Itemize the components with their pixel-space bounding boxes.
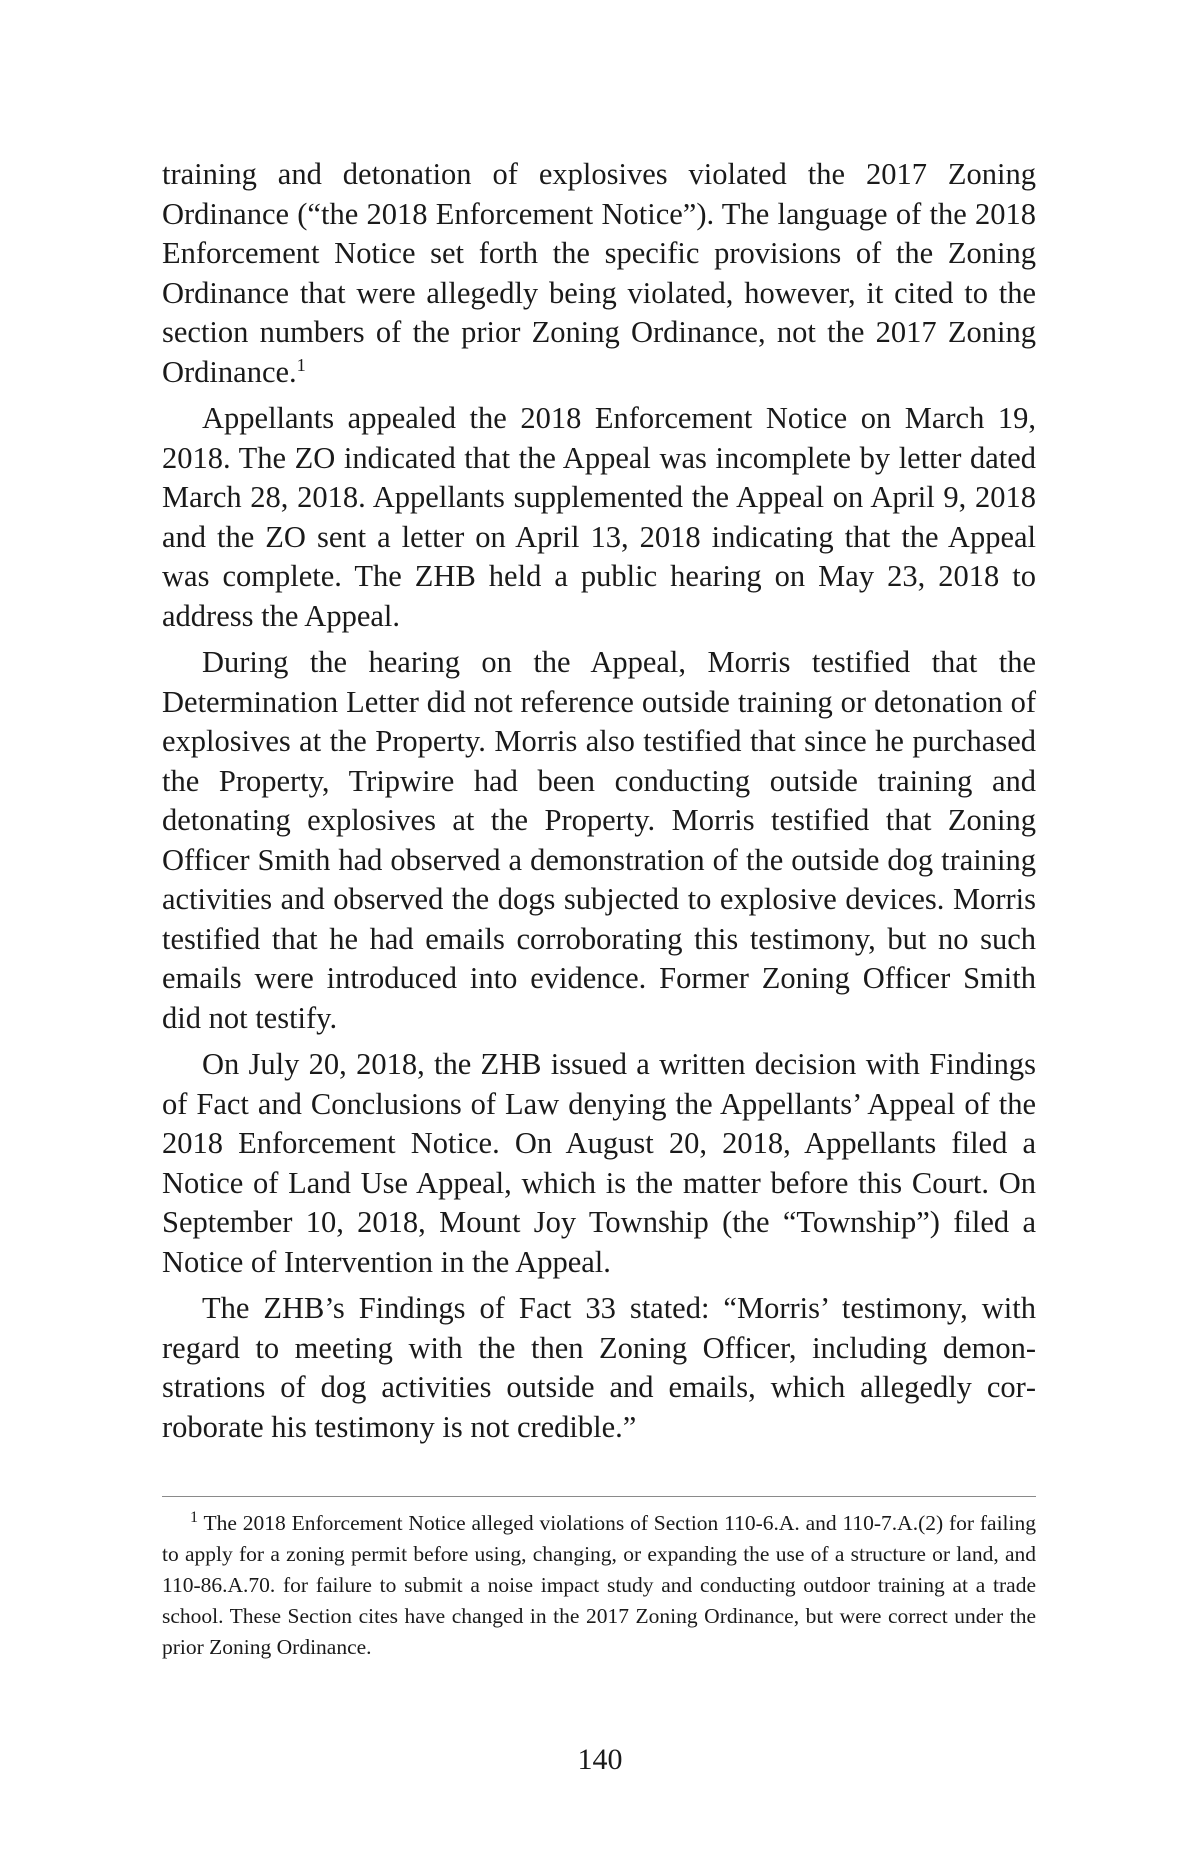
- footnote-divider: [162, 1496, 1036, 1497]
- paragraph-text: Appellants appealed the 2018 Enforcement Notice on March 19, 2018. The ZO indicated that the Appeal was incomplete by letter dated March 28, 2018. Appellants supplemented the Appeal on April 9, 2018 and the ZO sent a letter on April 13, 2018 indicating that the Appeal was complete. The ZHB held a public hearing on May 23, 2018 to address the Appeal.: [162, 401, 1036, 633]
- paragraph-text: During the hearing on the Appeal, Morris testified that the Determination Letter did not reference outside training or detonation of explosives at the Property. Morris also testified that since he purchased the Property, Tripwire had been conducting outside training and detonating explosives at the Property. Morris testified that Zoning Officer Smith had observed a demonstration of the outside dog training activities and observed the dogs subjected to explosive devices. Morris testified that he had emails corroborating this testimony, but no such emails were introduced into evidence. Former Zoning Officer Smith did not testify.: [162, 645, 1036, 1035]
- footnote-reference: 1: [296, 354, 306, 375]
- paragraph-3: [162, 643, 1036, 1038]
- paragraph-2: [162, 399, 1036, 636]
- paragraph-5: [162, 1289, 1036, 1447]
- body-text: [162, 155, 1036, 1447]
- footnote-text: The 2018 Enforcement Notice alleged violations of Section 110-6.A. and 110-7.A.(2) for failing to apply for a zoning permit before using, changing, or expanding the use of a structure or land, and 110-86.A.70. for failure to submit a noise impact study and conducting outdoor training at a trade school. These Section cites have changed in the 2017 Zoning Ordinance, but were correct under the prior Zoning Ordinance.: [162, 1511, 1036, 1659]
- paragraph-4: [162, 1045, 1036, 1282]
- paragraph-text: training and detonation of explosives violated the 2017 Zoning Ordinance (“the 2018 Enforcement Notice”). The language of the 2018 Enforcement Notice set forth the specific provisions of the Zoning Ordinance that were allegedly being violated, however, it cited to the section numbers of the prior Zoning Ordinance, not the 2017 Zoning Ordinance.: [162, 157, 1036, 389]
- paragraph-text: On July 20, 2018, the ZHB issued a written decision with Findings of Fact and Conclusions of Law denying the Appellants’ Appeal of the 2018 Enforcement Notice. On August 20, 2018, Appellants filed a Notice of Land Use Appeal, which is the matter before this Court. On September 10, 2018, Mount Joy Township (the “Township”) filed a Notice of Intervention in the Appeal.: [162, 1047, 1036, 1279]
- paragraph-text: The ZHB’s Findings of Fact 33 stated: “Morris’ testimony, with regard to meeting with the then Zoning Officer, including demonstrations of dog activities outside and emails, which allegedly corroborate his testimony is not credible.”: [162, 1291, 1036, 1444]
- footnotes: [162, 1508, 1036, 1663]
- page-number: 140: [577, 1743, 623, 1776]
- page-body: [162, 155, 1036, 1454]
- paragraph-1: [162, 155, 1036, 392]
- footnote-marker: 1: [190, 1508, 199, 1526]
- footnote-1: [162, 1508, 1036, 1663]
